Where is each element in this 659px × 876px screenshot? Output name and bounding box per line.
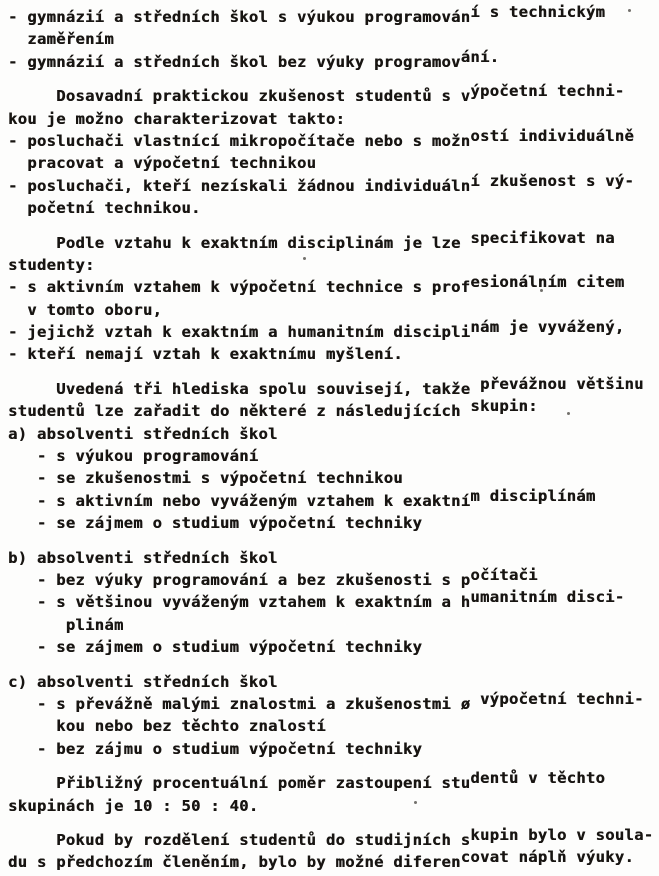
text-segment-raised: dentů v těchto bbox=[470, 769, 606, 788]
text-segment-raised: í zkušenost s vý- bbox=[470, 171, 635, 190]
text-segment: - kteří nemají vztah k exaktnímu myšlení. bbox=[8, 345, 403, 364]
text-segment: - posluchači vlastnící mikropočítače nebo s možn bbox=[8, 131, 471, 150]
text-segment: - gymnázií a středních škol s výukou programován bbox=[8, 8, 471, 26]
text-line bbox=[8, 795, 659, 817]
text-line bbox=[8, 445, 659, 467]
text-segment: c) absolventi středních škol bbox=[8, 672, 278, 691]
text-segment-raised: ání. bbox=[460, 47, 500, 66]
text-segment: b) absolventi středních škol bbox=[8, 548, 278, 567]
scan-speck bbox=[414, 801, 417, 804]
text-line bbox=[8, 343, 659, 365]
text-segment: - s aktivním nebo vyváženým vztahem k exaktní bbox=[8, 491, 471, 510]
paragraph bbox=[8, 547, 659, 659]
text-segment: a) absolventi středních škol bbox=[8, 424, 278, 443]
text-segment-raised: ýpočetní techni- bbox=[470, 82, 625, 101]
text-segment: Podle vztahu k exaktním disciplinám je lze bbox=[8, 233, 471, 252]
text-line bbox=[8, 588, 659, 613]
text-segment: pracovat a výpočetní technikou bbox=[8, 154, 317, 173]
text-segment-raised: převážnou většinu bbox=[479, 374, 644, 393]
text-segment: - jejichž vztah k exaktním a humanitním discipli bbox=[8, 323, 471, 342]
paragraph bbox=[8, 825, 659, 874]
text-segment: skupinách je 10 : 50 : 40. bbox=[8, 796, 259, 815]
text-segment: kou je možno charakterizovat takto: bbox=[8, 109, 346, 128]
text-segment: - s výukou programování bbox=[8, 447, 259, 466]
text-segment-raised: m disciplínám bbox=[470, 486, 596, 505]
paragraph bbox=[8, 228, 659, 366]
paragraph bbox=[8, 3, 659, 73]
text-line bbox=[8, 614, 659, 636]
text-segment: du s předchozím členěním, bylo by možné diferen bbox=[8, 853, 461, 872]
text-segment: plinám bbox=[8, 615, 124, 634]
text-segment: studentů lze zařadit do některé z následujících bbox=[8, 402, 471, 421]
text-line bbox=[8, 318, 659, 343]
text-segment: - s většinou vyváženým vztahem k exaktním a h bbox=[8, 593, 471, 612]
text-segment: Dosavadní praktickou zkušenost studentů s v bbox=[8, 87, 471, 106]
text-segment-raised: í s technickým bbox=[470, 3, 606, 21]
text-segment: Přibližný procentuální poměr zastoupení stu bbox=[8, 774, 471, 793]
text-line bbox=[8, 374, 659, 400]
text-segment-raised: ostí individuálně bbox=[470, 126, 635, 145]
text-line bbox=[8, 715, 659, 737]
text-segment: - s převážně malými znalostmi a zkušenostmi ø bbox=[8, 694, 480, 713]
paragraph bbox=[8, 374, 659, 535]
text-line bbox=[8, 228, 659, 254]
text-segment-raised: specifikovat na bbox=[470, 228, 615, 247]
text-segment-raised: kupin bylo v soula- bbox=[470, 825, 654, 844]
text-segment: - gymnázií a středních škol bez výuky programov bbox=[8, 52, 461, 71]
text-line bbox=[8, 848, 659, 873]
paragraph bbox=[8, 82, 659, 219]
scan-speck bbox=[628, 9, 631, 12]
text-line bbox=[8, 47, 659, 73]
text-segment: kou nebo bez těchto znalostí bbox=[8, 717, 326, 736]
text-segment: - se zájmem o studium výpočetní techniky bbox=[8, 514, 423, 533]
text-line bbox=[8, 769, 659, 794]
text-line bbox=[8, 512, 659, 534]
text-segment: početní technikou. bbox=[8, 199, 201, 218]
text-segment: studenty: bbox=[8, 255, 95, 274]
text-segment: - bez výuky programování a bez zkušenosti s p bbox=[8, 570, 471, 589]
text-line bbox=[8, 636, 659, 658]
text-segment: zaměřením bbox=[8, 30, 114, 49]
text-segment-raised: nám je vyvážený, bbox=[470, 318, 625, 337]
text-segment-raised: covat náplň výuky. bbox=[460, 848, 635, 867]
text-segment-raised: skupin: bbox=[470, 397, 538, 416]
text-line bbox=[8, 28, 659, 50]
text-line bbox=[8, 126, 659, 152]
text-segment: v tomto oboru, bbox=[8, 300, 163, 319]
text-segment: Uvedená tři hlediska spolu souvisejí, takže bbox=[8, 379, 480, 398]
text-segment-raised: výpočetní techni- bbox=[479, 689, 644, 708]
paragraph bbox=[8, 769, 659, 817]
text-segment: - se zkušenostmi s výpočetní technikou bbox=[8, 469, 403, 488]
text-line bbox=[8, 738, 659, 760]
text-segment: - s aktivním vztahem k výpočetní technice s prof bbox=[8, 278, 471, 297]
text-segment-raised: umanitním disci- bbox=[470, 588, 625, 607]
scan-speck bbox=[567, 412, 570, 415]
text-segment-raised: esionálním citem bbox=[470, 273, 625, 292]
text-line bbox=[8, 171, 659, 197]
scan-speck bbox=[303, 257, 306, 260]
text-line bbox=[8, 547, 659, 569]
text-line bbox=[8, 82, 659, 107]
text-segment: - se zájmem o studium výpočetní techniky bbox=[8, 638, 423, 657]
text-line bbox=[8, 273, 659, 298]
text-line bbox=[8, 689, 659, 715]
text-line bbox=[8, 3, 659, 28]
text-segment: - posluchači, kteří nezískali žádnou individuáln bbox=[8, 176, 471, 195]
text-line bbox=[8, 197, 659, 219]
text-line bbox=[8, 397, 659, 422]
text-segment-raised: očítači bbox=[470, 565, 538, 584]
paragraph bbox=[8, 671, 659, 761]
text-line bbox=[8, 423, 659, 445]
text-segment: - bez zájmu o studium výpočetní techniky bbox=[8, 739, 423, 758]
text-segment: Pokud by rozdělení studentů do studijních s bbox=[8, 830, 471, 849]
text-line bbox=[8, 486, 659, 512]
